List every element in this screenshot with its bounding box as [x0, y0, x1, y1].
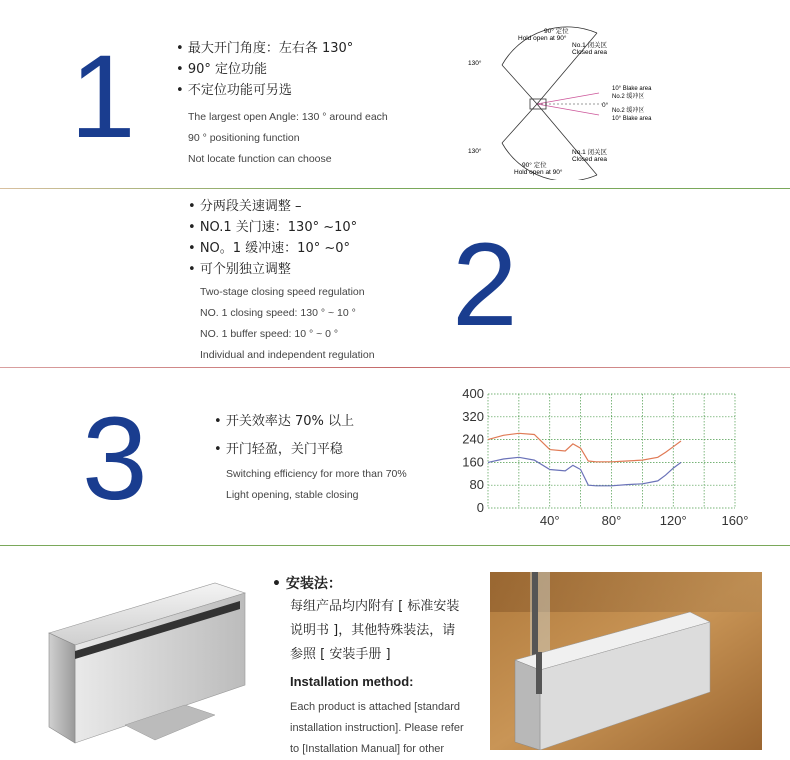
no2-bottom: No.2 缓冲区	[612, 108, 645, 114]
section-3-number: 3	[82, 393, 148, 525]
no1-top-en: Closed area	[572, 49, 608, 56]
section-divider	[0, 545, 790, 546]
installation-photo	[490, 572, 762, 750]
bullet-item: • 分两段关速调整 –	[188, 196, 375, 217]
bullet-item: • NO。1 缓冲速：10° ~0°	[188, 238, 375, 259]
body-en-line: to [Installation Manual] for other	[290, 743, 445, 755]
blake-top: 10° Blake area	[612, 86, 652, 92]
bullet-item: • 90° 定位功能	[176, 59, 388, 80]
section-divider	[0, 367, 790, 368]
section-2-text	[188, 196, 375, 366]
section-3-text	[214, 408, 407, 506]
top-label-en: Hold open at 90°	[518, 35, 567, 42]
no1-bottom-en: Closed area	[572, 156, 608, 163]
section-4-text	[272, 573, 482, 760]
efficiency-chart	[455, 384, 755, 534]
y-tick-label: 0	[476, 500, 484, 515]
body-cn-line: 参照 [ 安装手册 ]	[290, 647, 391, 662]
bullet-item: • NO.1 关门速：130° ~10°	[188, 217, 375, 238]
no1-bottom-cn: No.1 闭关区	[572, 149, 608, 156]
angle-top: 130°	[468, 60, 482, 67]
no1-top-cn: No.1 闭关区	[572, 42, 608, 49]
y-tick-label: 160	[462, 454, 484, 470]
bullet-item: • 开关效率达 70% 以上	[214, 408, 407, 436]
section-divider	[0, 188, 790, 189]
body-en-line: installation instruction]. Please refer	[290, 722, 464, 734]
installation-heading: • 安装法：	[272, 573, 482, 595]
y-tick-label: 400	[462, 386, 484, 401]
english-line: The largest open Angle: 130 ° around each	[188, 111, 388, 123]
section-1-number: 1	[70, 31, 136, 163]
english-line: NO. 1 closing speed: 130 ° ~ 10 °	[200, 307, 356, 319]
english-line: Not locate function can choose	[188, 153, 332, 165]
series-line-2	[488, 457, 681, 486]
body-cn-line: 每组产品均内附有 [ 标准安装	[290, 599, 460, 614]
english-line: Light opening, stable closing	[226, 489, 359, 501]
zero-label: 0°	[602, 102, 609, 109]
no2-top: No.2 缓冲区	[612, 94, 645, 100]
bullet-item: • 开门轻盈，关门平稳	[214, 436, 407, 464]
english-line: Switching efficiency for more than 70%	[226, 468, 407, 480]
x-tick-label: 80°	[601, 513, 622, 528]
body-en-line: Each product is attached [standard	[290, 701, 460, 713]
door-angle-diagram	[462, 25, 682, 180]
english-line: NO. 1 buffer speed: 10 ° ~ 0 °	[200, 328, 339, 340]
x-tick-label: 40°	[539, 513, 560, 528]
bullet-item: • 最大开门角度：左右各 130°	[176, 38, 388, 59]
x-tick-label: 160°	[721, 513, 749, 528]
english-line: Two-stage closing speed regulation	[200, 286, 365, 298]
section-1-text	[176, 38, 388, 170]
bullet-item: • 不定位功能可另选	[176, 80, 388, 101]
english-line: 90 ° positioning function	[188, 132, 300, 144]
y-tick-label: 320	[462, 408, 484, 424]
bottom-label-en: Hold open at 90°	[514, 169, 563, 176]
english-line: Individual and independent regulation	[200, 349, 375, 361]
hinge-product-image	[35, 575, 265, 750]
angle-bottom: 130°	[468, 148, 482, 155]
section-2-number: 2	[452, 219, 518, 351]
bottom-label-cn: 90° 定位	[522, 162, 547, 169]
blake-bottom: 10° Blake area	[612, 116, 652, 122]
y-tick-label: 80	[469, 477, 484, 493]
y-tick-label: 240	[462, 431, 484, 447]
bullet-item: • 可个别独立调整	[188, 259, 375, 280]
installation-heading-en: Installation method:	[290, 674, 414, 689]
top-label-cn: 90° 定位	[544, 28, 569, 35]
body-cn-line: 说明书 ]，其他特殊装法，请	[290, 623, 456, 638]
x-tick-label: 120°	[659, 513, 687, 528]
